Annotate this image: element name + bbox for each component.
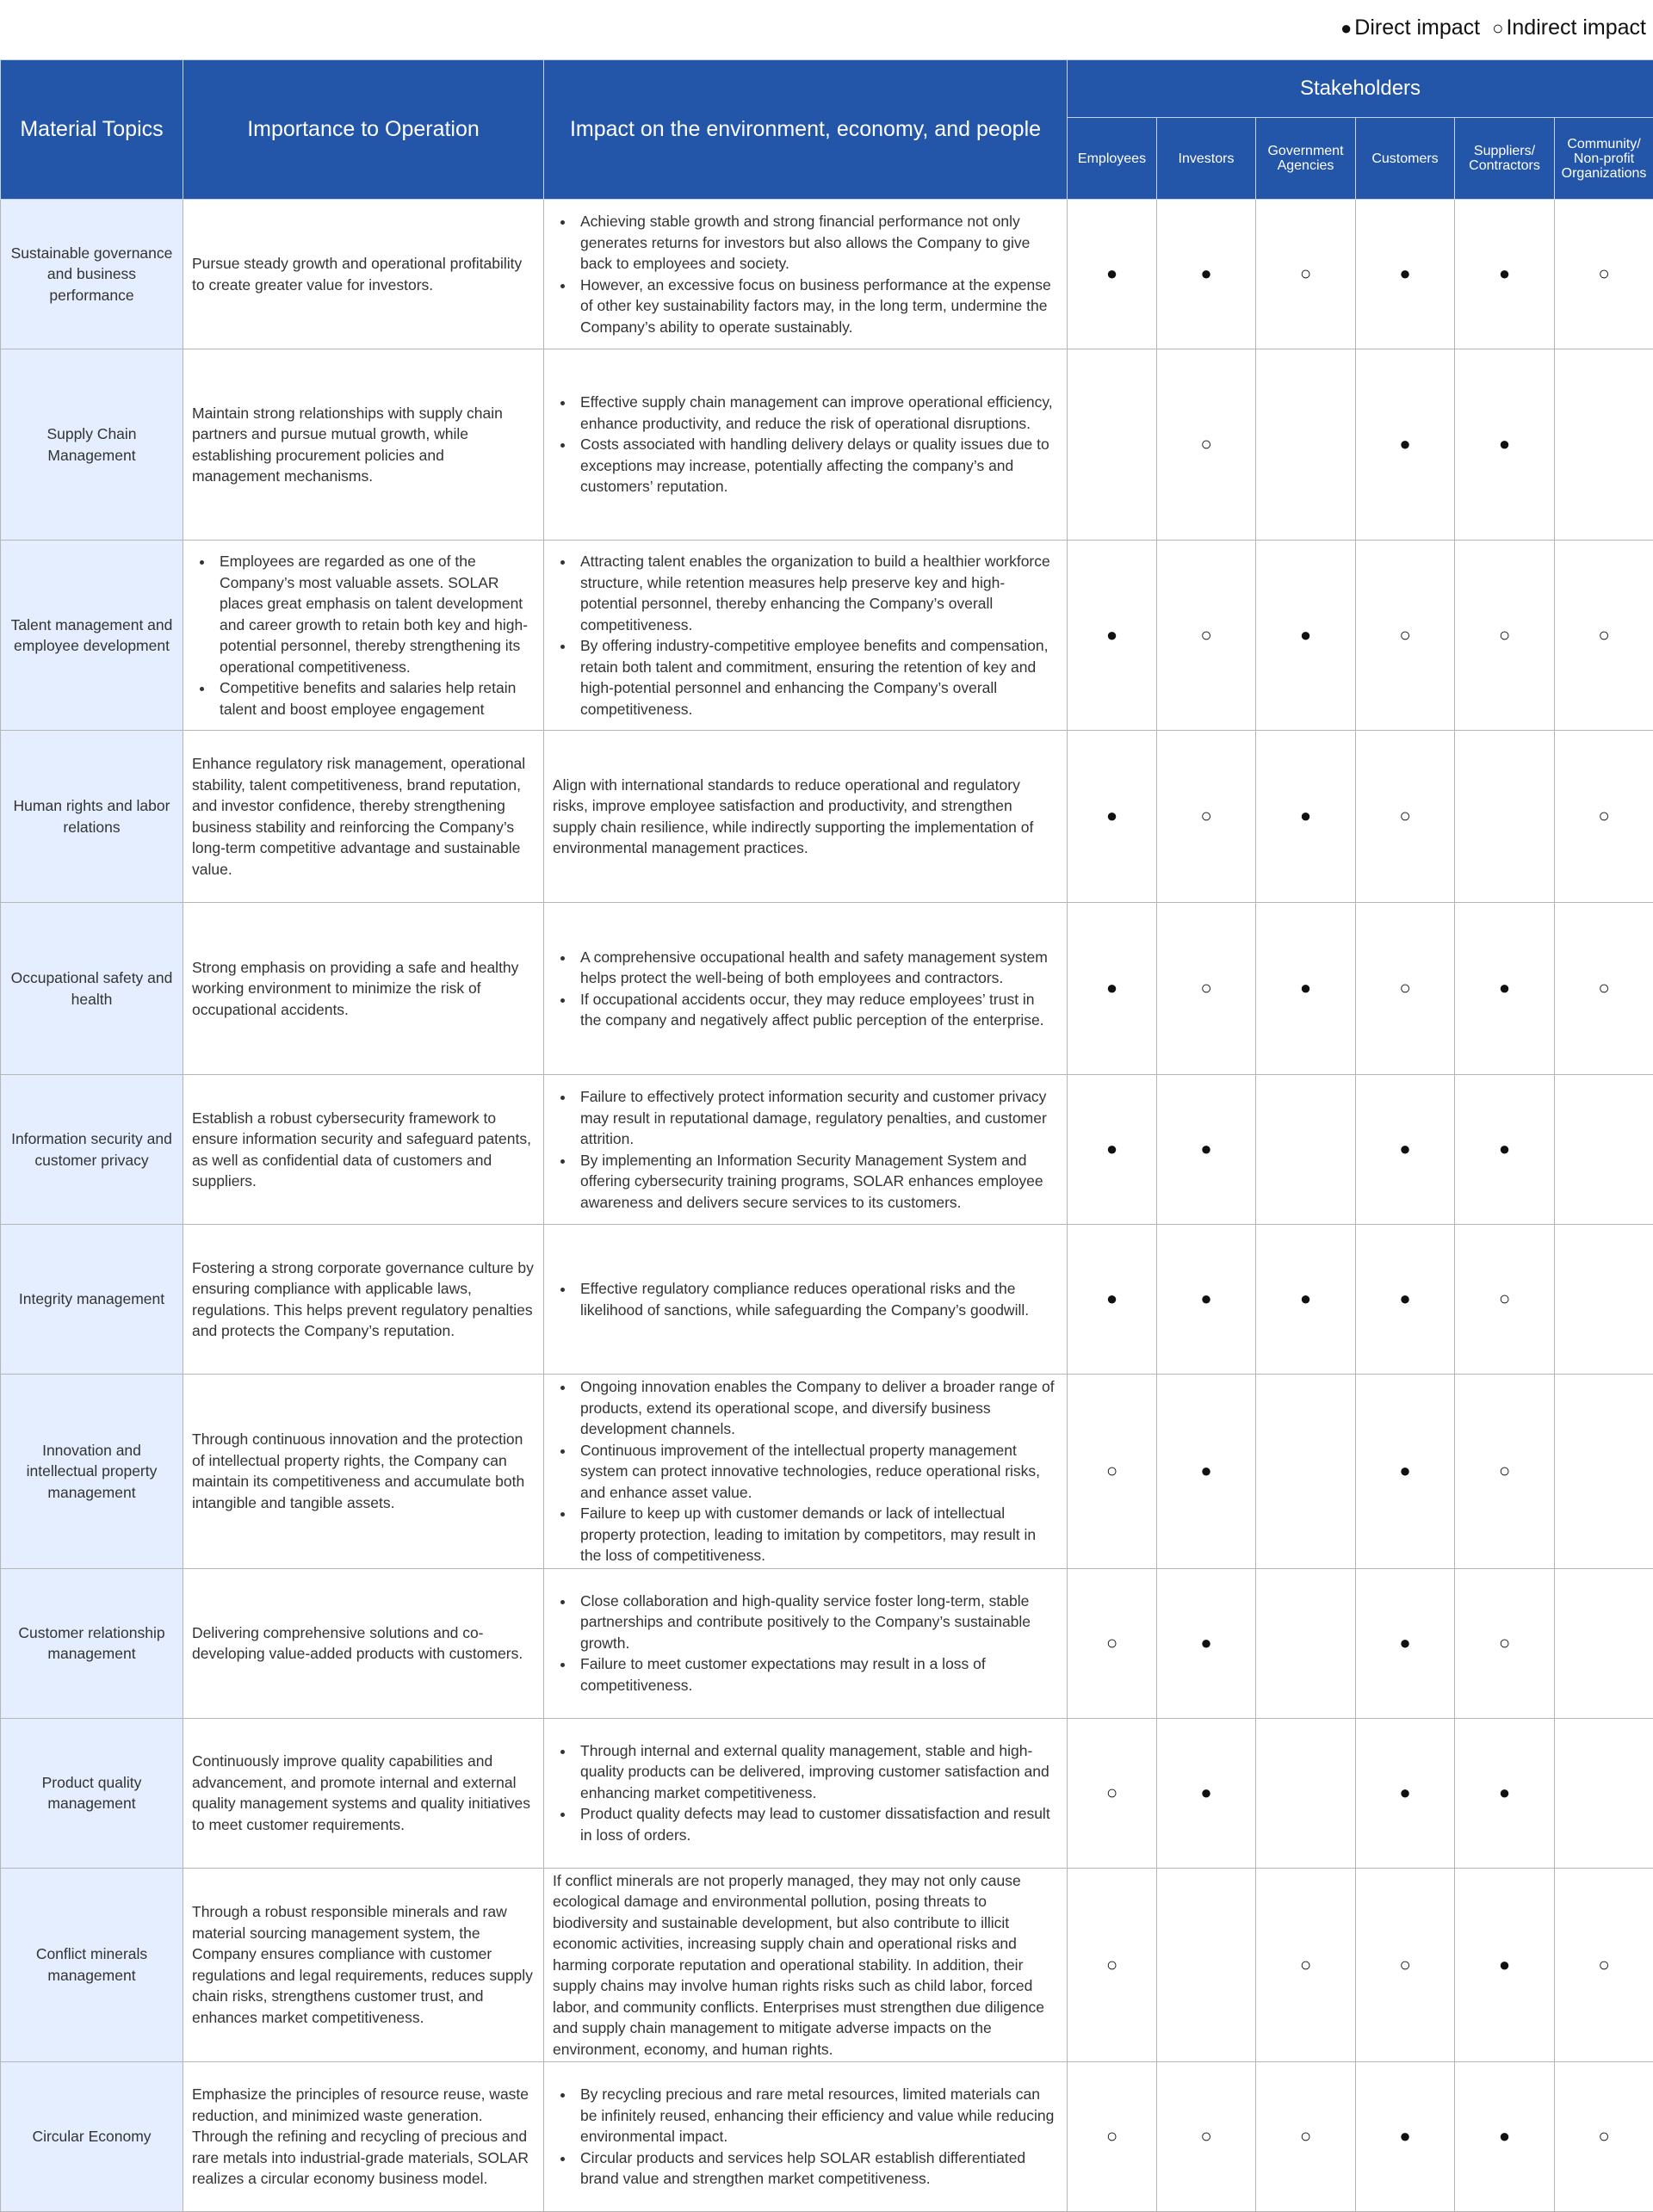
header-stakeholder-community: Community/ Non-profit Organizations xyxy=(1555,118,1653,200)
impact-mark-employees: ● xyxy=(1068,1225,1157,1375)
impact-mark-investors: ○ xyxy=(1157,2062,1256,2212)
paragraph: Through a robust responsible minerals and raw material sourcing management system, the Company ensures compliance with customer regulations and legal requirements, reduces supply chain risks, strengthens customer trust, and enhances market competitiveness. xyxy=(192,1901,535,2028)
table-row xyxy=(1,1568,1653,1718)
importance-cell xyxy=(183,1225,544,1375)
impact-mark-investors xyxy=(1157,1868,1256,2062)
topic-cell: Talent management and employee development xyxy=(1,541,183,731)
impact-mark-community xyxy=(1555,1375,1653,1569)
bullet-item: • Ongoing innovation enables the Company to deliver a broader range of products, extend its operational scope, and diversify business development channels. xyxy=(575,1376,1058,1440)
bullet-item: • Effective supply chain management can improve operational efficiency, enhance productivity, and reduce the risk of operational disruptions. xyxy=(575,392,1058,434)
topic-cell: Conflict minerals management xyxy=(1,1868,183,2062)
impact-cell xyxy=(544,200,1068,349)
impact-mark-community: ○ xyxy=(1555,903,1653,1075)
header-stakeholder-employees: Employees xyxy=(1068,118,1157,200)
impact-mark-customers: ○ xyxy=(1356,731,1455,903)
impact-mark-investors: ● xyxy=(1157,1568,1256,1718)
importance-cell xyxy=(183,541,544,731)
impact-mark-suppliers: ● xyxy=(1455,1868,1555,2062)
importance-cell xyxy=(183,903,544,1075)
impact-cell xyxy=(544,349,1068,541)
paragraph: Strong emphasis on providing a safe and healthy working environment to minimize the risk of occupational accidents. xyxy=(192,957,535,1021)
table-row xyxy=(1,541,1653,731)
impact-cell-list xyxy=(553,2084,1058,2190)
impact-mark-government: ● xyxy=(1256,1225,1356,1375)
importance-cell xyxy=(183,2062,544,2212)
header-stakeholder-investors: Investors xyxy=(1157,118,1256,200)
bullet-item: • Through internal and external quality management, stable and high-quality products can be delivered, improving customer satisfaction and enhancing market competitiveness. xyxy=(575,1740,1058,1804)
impact-mark-customers: ● xyxy=(1356,1568,1455,1718)
paragraph: Delivering comprehensive solutions and co-developing value-added products with customers. xyxy=(192,1622,535,1665)
impact-cell xyxy=(544,541,1068,731)
impact-mark-suppliers: ● xyxy=(1455,349,1555,541)
table-row xyxy=(1,731,1653,903)
impact-cell xyxy=(544,1868,1068,2062)
impact-cell xyxy=(544,1568,1068,1718)
direct-impact-label: Direct impact xyxy=(1354,15,1480,40)
impact-mark-suppliers: ● xyxy=(1455,2062,1555,2212)
paragraph: Emphasize the principles of resource reuse, waste reduction, and minimized waste generation. Through the refining and recycling of precious and rare metals into industrial-grade materials, SOLAR realizes a circular economy business model. xyxy=(192,2084,535,2190)
bullet-item: • Attracting talent enables the organization to build a healthier workforce structure, while retention measures help preserve key and high-potential personnel, thereby enhancing the Company’s overall competitiveness. xyxy=(575,551,1058,635)
impact-cell xyxy=(544,1225,1068,1375)
impact-mark-employees: ○ xyxy=(1068,1718,1157,1868)
importance-cell xyxy=(183,1375,544,1569)
impact-cell-list xyxy=(553,1278,1058,1320)
paragraph: Continuously improve quality capabilities and advancement, and promote internal and external quality management systems and quality initiatives to meet customer requirements. xyxy=(192,1751,535,1835)
paragraph: Through continuous innovation and the protection of intellectual property rights, the Company can maintain its competitiveness and accumulate both intangible and tangible assets. xyxy=(192,1429,535,1513)
impact-mark-investors: ● xyxy=(1157,1075,1256,1225)
bullet-item: • By recycling precious and rare metal resources, limited materials can be infinitely reused, enhancing their efficiency and value while reducing environmental impact. xyxy=(575,2084,1058,2147)
paragraph: Fostering a strong corporate governance culture by ensuring compliance with applicable laws, regulations. This helps prevent regulatory penalties and protects the Company’s reputation. xyxy=(192,1257,535,1342)
topic-cell: Circular Economy xyxy=(1,2062,183,2212)
impact-mark-employees: ● xyxy=(1068,903,1157,1075)
importance-cell-list xyxy=(192,551,535,720)
bullet-item: • Failure to meet customer expectations may result in a loss of competitiveness. xyxy=(575,1653,1058,1696)
impact-mark-government xyxy=(1256,1568,1356,1718)
bullet-item: • Costs associated with handling delivery delays or quality issues due to exceptions may increase, potentially affecting the company’s and customers’ reputation. xyxy=(575,434,1058,497)
bullet-item: • However, an excessive focus on business performance at the expense of other key sustainability factors may, in the long term, undermine the Company’s ability to operate sustainably. xyxy=(575,275,1058,338)
impact-mark-investors: ● xyxy=(1157,1375,1256,1569)
impact-mark-employees: ○ xyxy=(1068,1375,1157,1569)
table-row xyxy=(1,1225,1653,1375)
impact-mark-community: ○ xyxy=(1555,541,1653,731)
table-row xyxy=(1,200,1653,349)
header-stakeholder-government: Government Agencies xyxy=(1256,118,1356,200)
bullet-item: • Circular products and services help SOLAR establish differentiated brand value and strengthen market competitiveness. xyxy=(575,2147,1058,2190)
impact-mark-government xyxy=(1256,1375,1356,1569)
impact-mark-customers: ● xyxy=(1356,200,1455,349)
impact-cell xyxy=(544,1375,1068,1569)
impact-cell-list xyxy=(553,392,1058,497)
impact-mark-community xyxy=(1555,1075,1653,1225)
impact-cell-list xyxy=(553,1376,1058,1566)
importance-cell xyxy=(183,1868,544,2062)
bullet-item: • Failure to keep up with customer demands or lack of intellectual property protection, leading to imitation by competitors, may result in the loss of competitiveness. xyxy=(575,1503,1058,1566)
impact-mark-customers: ○ xyxy=(1356,903,1455,1075)
table-row xyxy=(1,903,1653,1075)
impact-cell-list xyxy=(553,1591,1058,1696)
impact-mark-customers: ○ xyxy=(1356,1868,1455,2062)
impact-mark-government: ● xyxy=(1256,903,1356,1075)
impact-mark-customers: ● xyxy=(1356,1225,1455,1375)
header-stakeholders: Stakeholders xyxy=(1068,60,1653,118)
direct-impact-icon: ● xyxy=(1340,17,1352,40)
topic-cell: Occupational safety and health xyxy=(1,903,183,1075)
header-material-topics: Material Topics xyxy=(1,60,183,200)
table-row xyxy=(1,2062,1653,2212)
impact-mark-suppliers: ○ xyxy=(1455,1568,1555,1718)
topic-cell: Sustainable governance and business performance xyxy=(1,200,183,349)
impact-mark-government: ○ xyxy=(1256,2062,1356,2212)
impact-cell xyxy=(544,1075,1068,1225)
impact-mark-community xyxy=(1555,1568,1653,1718)
table-row xyxy=(1,1718,1653,1868)
bullet-item: • Failure to effectively protect information security and customer privacy may result in reputational damage, regulatory penalties, and customer attrition. xyxy=(575,1086,1058,1150)
impact-mark-suppliers: ● xyxy=(1455,903,1555,1075)
table-row xyxy=(1,1375,1653,1569)
topic-cell: Information security and customer privacy xyxy=(1,1075,183,1225)
impact-mark-government: ● xyxy=(1256,731,1356,903)
bullet-item: • Effective regulatory compliance reduces operational risks and the likelihood of sanctions, while safeguarding the Company’s goodwill. xyxy=(575,1278,1058,1320)
indirect-impact-icon: ○ xyxy=(1492,17,1503,40)
importance-cell xyxy=(183,349,544,541)
impact-mark-suppliers: ○ xyxy=(1455,1225,1555,1375)
bullet-item: • If occupational accidents occur, they may reduce employees’ trust in the company and negatively affect public perception of the enterprise. xyxy=(575,989,1058,1031)
impact-mark-customers: ● xyxy=(1356,1375,1455,1569)
impact-mark-employees xyxy=(1068,349,1157,541)
table-row xyxy=(1,349,1653,541)
impact-mark-community: ○ xyxy=(1555,1868,1653,2062)
bullet-item: • Continuous improvement of the intellectual property management system can protect innovative technologies, reduce operational risks, and enhance asset value. xyxy=(575,1440,1058,1504)
impact-mark-suppliers xyxy=(1455,731,1555,903)
bullet-item: • Achieving stable growth and strong financial performance not only generates returns for investors but also allows the Company to give back to employees and society. xyxy=(575,211,1058,275)
impact-cell-list xyxy=(553,1086,1058,1213)
impact-mark-employees: ● xyxy=(1068,731,1157,903)
impact-mark-government: ○ xyxy=(1256,200,1356,349)
impact-mark-customers: ● xyxy=(1356,1075,1455,1225)
impact-mark-employees: ● xyxy=(1068,541,1157,731)
table-row xyxy=(1,1075,1653,1225)
importance-cell xyxy=(183,1718,544,1868)
indirect-impact-label: Indirect impact xyxy=(1506,15,1646,40)
table-body xyxy=(1,200,1653,2212)
material-topics-table xyxy=(0,59,1653,2212)
topic-cell: Integrity management xyxy=(1,1225,183,1375)
paragraph: If conflict minerals are not properly managed, they may not only cause ecological damage and environmental pollution, posing threats to biodiversity and sustainable development, but also contribute to illicit economic activities, increasing supply chain and operational risks and harming corporate reputation and operational stability. In addition, their supply chains may involve human rights risks such as child labor, forced labor, and community conflicts. Enterprises must strengthen due diligence and supply chain management to mitigate adverse impacts on the environment, economy, and human rights. xyxy=(553,1870,1058,2061)
impact-mark-suppliers: ● xyxy=(1455,200,1555,349)
header-impact: Impact on the environment, economy, and people xyxy=(544,60,1068,200)
bullet-item: • Competitive benefits and salaries help retain talent and boost employee engagement xyxy=(214,677,535,720)
header-importance: Importance to Operation xyxy=(183,60,544,200)
bullet-item: • Product quality defects may lead to customer dissatisfaction and result in loss of orders. xyxy=(575,1803,1058,1845)
paragraph: Maintain strong relationships with supply chain partners and pursue mutual growth, while establishing procurement policies and management mechanisms. xyxy=(192,403,535,487)
impact-mark-employees: ● xyxy=(1068,200,1157,349)
impact-mark-community xyxy=(1555,1718,1653,1868)
impact-mark-employees: ○ xyxy=(1068,2062,1157,2212)
paragraph: Enhance regulatory risk management, operational stability, talent competitiveness, brand reputation, and investor confidence, thereby strengthening business stability and reinforcing the Company’s long-term competitive advantage and sustainable value. xyxy=(192,753,535,880)
impact-mark-investors: ● xyxy=(1157,1225,1256,1375)
bullet-item: • A comprehensive occupational health and safety management system helps protect the well-being of both employees and contractors. xyxy=(575,947,1058,989)
impact-cell xyxy=(544,2062,1068,2212)
importance-cell xyxy=(183,200,544,349)
impact-mark-government xyxy=(1256,349,1356,541)
paragraph: Pursue steady growth and operational profitability to create greater value for investors. xyxy=(192,253,535,295)
topic-cell: Innovation and intellectual property management xyxy=(1,1375,183,1569)
impact-mark-customers: ● xyxy=(1356,349,1455,541)
header-stakeholder-suppliers: Suppliers/ Contractors xyxy=(1455,118,1555,200)
impact-cell-list xyxy=(553,551,1058,720)
topic-cell: Supply Chain Management xyxy=(1,349,183,541)
paragraph: Establish a robust cybersecurity framework to ensure information security and safeguard patents, as well as confidential data of customers and suppliers. xyxy=(192,1108,535,1192)
impact-mark-customers: ● xyxy=(1356,1718,1455,1868)
impact-mark-government: ○ xyxy=(1256,1868,1356,2062)
impact-mark-suppliers: ○ xyxy=(1455,541,1555,731)
bullet-item: • By implementing an Information Security Management System and offering cybersecurity training programs, SOLAR enhances employee awareness and delivers secure services to its customers. xyxy=(575,1150,1058,1214)
impact-mark-investors: ○ xyxy=(1157,541,1256,731)
impact-mark-community: ○ xyxy=(1555,731,1653,903)
impact-mark-customers: ○ xyxy=(1356,541,1455,731)
topic-cell: Product quality management xyxy=(1,1718,183,1868)
impact-mark-government xyxy=(1256,1718,1356,1868)
impact-mark-government xyxy=(1256,1075,1356,1225)
impact-cell xyxy=(544,903,1068,1075)
importance-cell xyxy=(183,1568,544,1718)
table-row xyxy=(1,1868,1653,2062)
impact-mark-investors: ○ xyxy=(1157,349,1256,541)
impact-mark-customers: ● xyxy=(1356,2062,1455,2212)
bullet-item: • Employees are regarded as one of the Company’s most valuable assets. SOLAR places great emphasis on talent development and career growth to retain both key and high-potential personnel, thereby strengthening its operational competitiveness. xyxy=(214,551,535,677)
impact-mark-employees: ○ xyxy=(1068,1568,1157,1718)
impact-mark-investors: ○ xyxy=(1157,731,1256,903)
topic-cell: Human rights and labor relations xyxy=(1,731,183,903)
impact-mark-employees: ● xyxy=(1068,1075,1157,1225)
paragraph: Align with international standards to reduce operational and regulatory risks, improve employee satisfaction and productivity, and strengthen supply chain resilience, while indirectly supporting the implementation of environmental management practices. xyxy=(553,775,1058,859)
bullet-item: • By offering industry-competitive employee benefits and compensation, retain both talent and commitment, ensuring the retention of key and high-potential personnel and enhancing the Company’s overall competitiveness. xyxy=(575,635,1058,720)
impact-mark-community: ○ xyxy=(1555,2062,1653,2212)
impact-mark-community: ○ xyxy=(1555,200,1653,349)
impact-mark-employees: ○ xyxy=(1068,1868,1157,2062)
impact-mark-suppliers: ● xyxy=(1455,1075,1555,1225)
impact-mark-suppliers: ○ xyxy=(1455,1375,1555,1569)
header-stakeholder-customers: Customers xyxy=(1356,118,1455,200)
impact-mark-investors: ● xyxy=(1157,1718,1256,1868)
impact-legend xyxy=(1340,15,1646,40)
impact-cell-list xyxy=(553,947,1058,1031)
impact-mark-investors: ○ xyxy=(1157,903,1256,1075)
impact-mark-community xyxy=(1555,349,1653,541)
impact-mark-government: ● xyxy=(1256,541,1356,731)
impact-mark-community xyxy=(1555,1225,1653,1375)
bullet-item: • Close collaboration and high-quality service foster long-term, stable partnerships and contribute positively to the Company’s sustainable growth. xyxy=(575,1591,1058,1654)
impact-mark-investors: ● xyxy=(1157,200,1256,349)
importance-cell xyxy=(183,1075,544,1225)
topic-cell: Customer relationship management xyxy=(1,1568,183,1718)
impact-cell-list xyxy=(553,211,1058,337)
impact-cell xyxy=(544,1718,1068,1868)
impact-cell xyxy=(544,731,1068,903)
importance-cell xyxy=(183,731,544,903)
impact-mark-suppliers: ● xyxy=(1455,1718,1555,1868)
impact-cell-list xyxy=(553,1740,1058,1846)
